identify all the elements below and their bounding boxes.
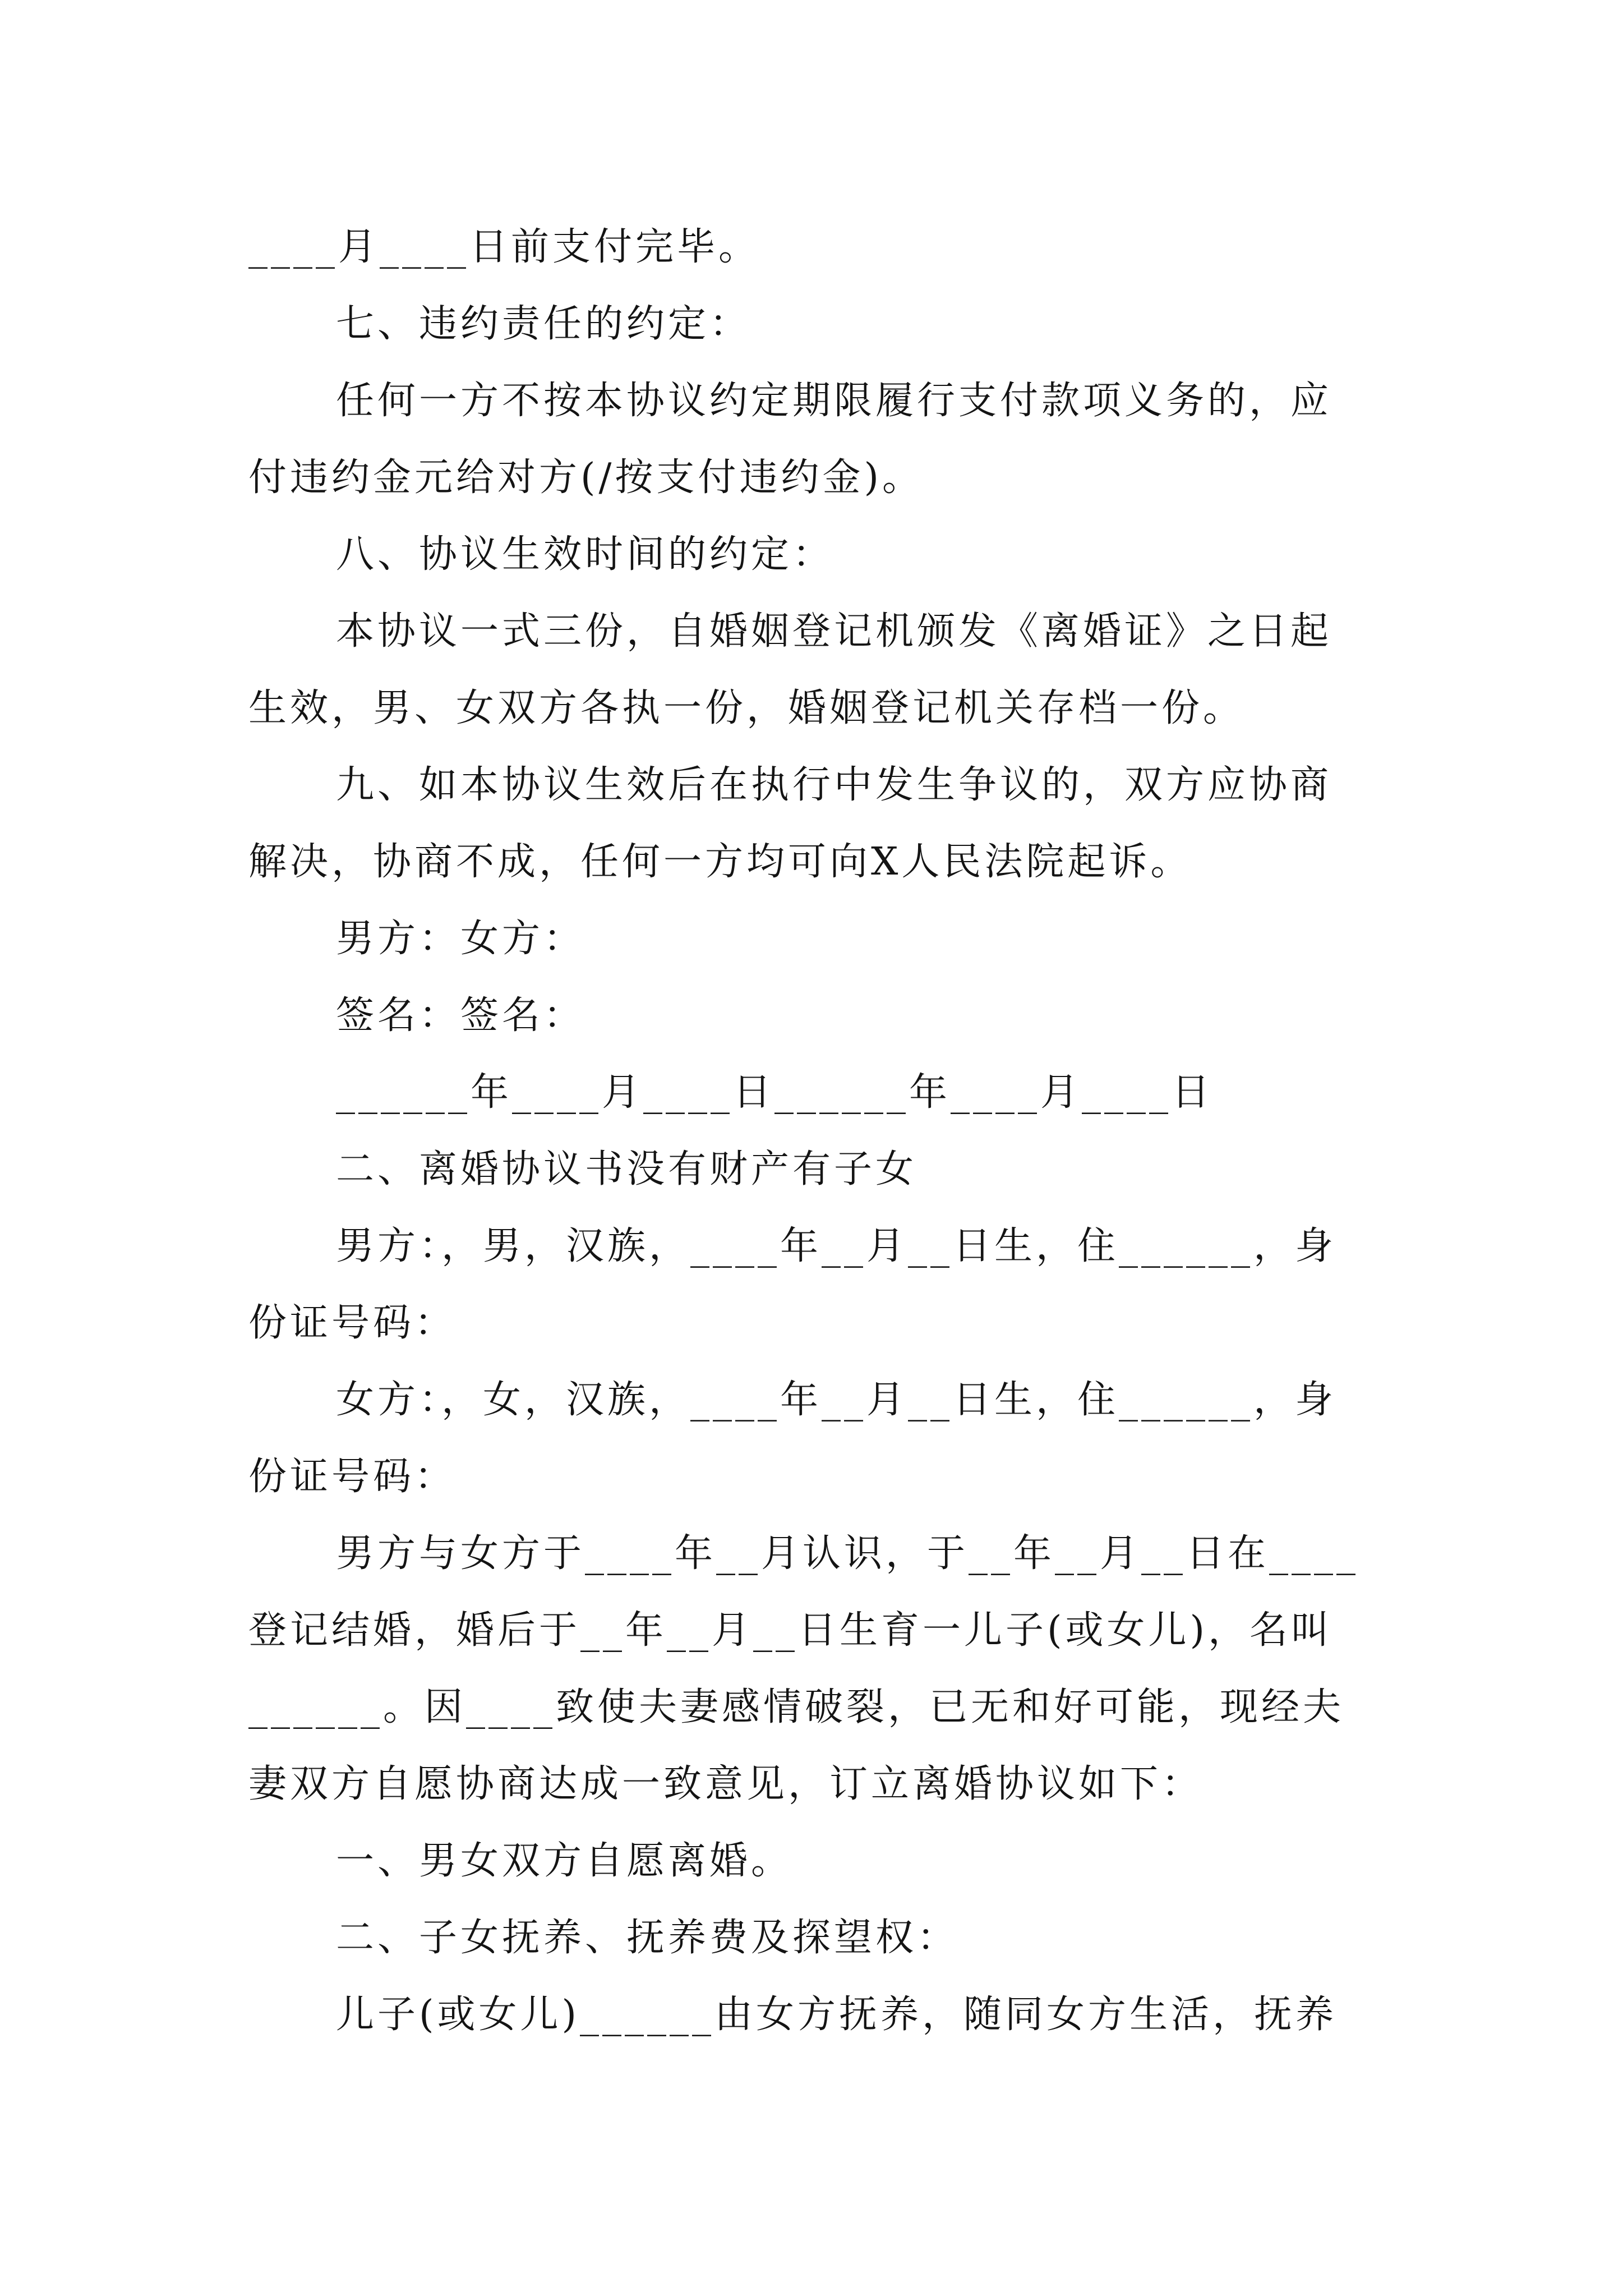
text-line: 份证号码： (248, 1455, 457, 1499)
section-heading: 九、如本协议生效后在执行中发生争议的，双方应协商 (336, 763, 1332, 807)
male-party-info: 男方：，男，汉族，____年__月__日生，住______，身 (336, 1224, 1337, 1268)
text-line: ____月____日前支付完毕。 (248, 225, 760, 269)
section-heading: 七、违约责任的约定： (336, 302, 751, 346)
text-line: 生效，男、女双方各执一份，婚姻登记机关存档一份。 (248, 686, 1245, 730)
text-line: 男方与女方于____年__月认识，于__年__月__日在____ (336, 1531, 1359, 1576)
text-line: 本协议一式三份，自婚姻登记机颁发《离婚证》之日起 (336, 609, 1332, 654)
text-line: 妻双方自愿协商达成一致意见，订立离婚协议如下： (248, 1762, 1204, 1806)
section-heading: 二、离婚协议书没有财产有子女 (336, 1147, 917, 1191)
section-heading: 二、子女抚养、抚养费及探望权： (336, 1916, 959, 1960)
signature-labels: 签名：签名： (336, 993, 585, 1038)
text-line: 份证号码： (248, 1301, 457, 1345)
section-heading: 八、协议生效时间的约定： (336, 532, 834, 577)
text-line: 儿子(或女儿)______由女方抚养，随同女方生活，抚养 (336, 1993, 1338, 2037)
text-line: 任何一方不按本协议约定期限履行支付款项义务的，应 (336, 379, 1332, 423)
text-line: ______。因____致使夫妻感情破裂，已无和好可能，现经夫 (248, 1685, 1345, 1729)
party-labels: 男方：女方： (336, 917, 585, 961)
female-party-info: 女方：，女，汉族，____年__月__日生，住______，身 (336, 1378, 1337, 1422)
text-line: 解决，协商不成，任何一方均可向X人民法院起诉。 (248, 840, 1192, 884)
date-blanks: ______年____月____日______年____月____日 (336, 1070, 1214, 1115)
text-line: 付违约金元给对方(/按支付违约金)。 (248, 455, 924, 500)
section-heading: 一、男女双方自愿离婚。 (336, 1839, 793, 1883)
document-page (248, 209, 1387, 2053)
text-line: 登记结婚，婚后于__年__月__日生育一儿子(或女儿)，名叫 (248, 1608, 1333, 1653)
